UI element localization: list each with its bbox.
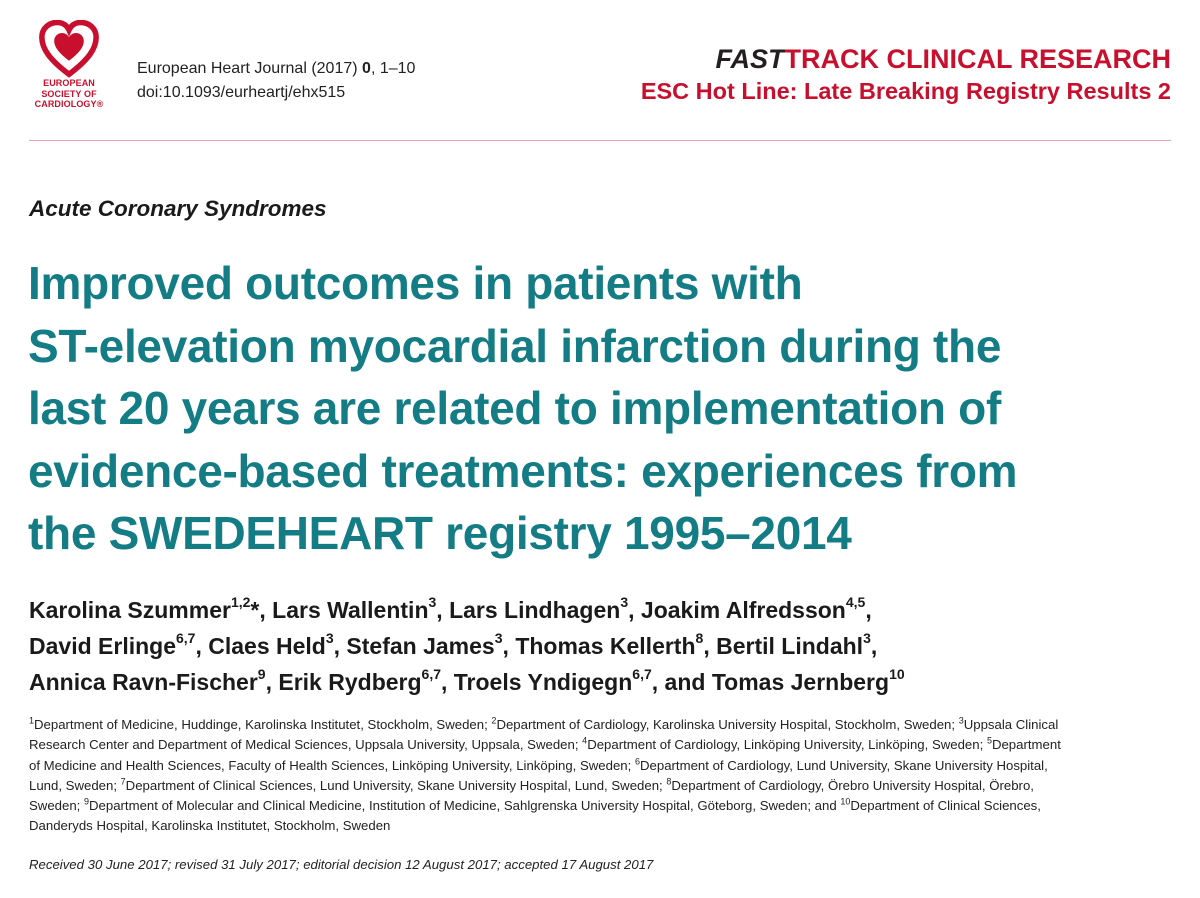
author-name: Bertil Lindahl <box>716 633 864 659</box>
title-line: the SWEDEHEART registry 1995–2014 <box>28 507 852 559</box>
affiliation-number: 9 <box>84 796 90 807</box>
affiliation-number: 2 <box>491 715 497 726</box>
author-affiliation-ref: 4,5 <box>845 594 866 611</box>
author-row <box>29 592 1179 628</box>
affiliation-text: Department of Clinical Sciences, <box>850 798 1041 814</box>
author-affiliation-ref: 3 <box>863 630 871 647</box>
affiliation-text: Department of Cardiology, Linköping University, Linköping, Sweden; <box>587 737 987 753</box>
author-row <box>29 628 1179 664</box>
affiliation-number: 1 <box>29 715 35 726</box>
affiliation-text: Uppsala Clinical <box>963 717 1059 732</box>
affiliation-text: Department <box>991 737 1061 753</box>
journal-line <box>137 57 415 81</box>
author-affiliation-ref: 9 <box>257 666 266 683</box>
track-rest: TRACK CLINICAL RESEARCH <box>784 44 1171 74</box>
author-separator: , <box>265 669 279 695</box>
article-title <box>28 252 1178 565</box>
fasttrack-header <box>641 42 1171 107</box>
author-affiliation-ref: 6,7 <box>632 666 652 683</box>
author-name: Claes Held <box>208 633 326 659</box>
affiliation-row <box>29 776 1179 796</box>
author-affiliation-ref: 1,2 <box>230 594 251 611</box>
affiliation-number: 8 <box>666 776 672 787</box>
affiliation-text: Department of Cardiology, Örebro University Hospital, Örebro, <box>671 777 1034 793</box>
title-line: ST-elevation myocardial infarction during the <box>28 319 1002 372</box>
author-name: Karolina Szummer <box>29 597 231 623</box>
affiliation-text: Department of Cardiology, Lund University, Skane University Hospital, <box>640 757 1048 773</box>
journal-citation <box>137 57 415 105</box>
author-separator: , <box>441 669 454 695</box>
author-separator: , <box>195 633 209 659</box>
logo-wordmark: EUROPEAN SOCIETY OF CARDIOLOGY® <box>34 78 104 109</box>
affiliation-number: 4 <box>582 735 588 746</box>
affiliation-row <box>29 816 1179 836</box>
author-name: David Erlinge <box>29 633 176 659</box>
author-row <box>29 664 1179 700</box>
author-separator: , <box>703 633 717 659</box>
author-separator: , <box>502 633 516 659</box>
affiliation-text: Sweden; <box>29 798 84 814</box>
affiliation-text: Research Center and Department of Medical Sciences, Uppsala University, Uppsala, Sweden; <box>29 737 583 753</box>
affiliation-text: Department of Clinical Sciences, Lund University, Skane University Hospital, Lund, Sweden; <box>125 777 667 793</box>
section-heading: Acute Coronary Syndromes <box>29 196 327 221</box>
affiliation-number: 5 <box>986 735 992 746</box>
author-separator: , <box>865 597 872 623</box>
author-affiliation-ref: 3 <box>494 630 503 647</box>
received-dates: Received 30 June 2017; revised 31 July 2017; editorial decision 12 August 2017; accepted 17 August 2017 <box>29 857 654 872</box>
affiliation-number: 3 <box>958 715 964 726</box>
author-name: Annica Ravn-Fischer <box>29 669 258 695</box>
author-name: Stefan James <box>346 633 495 659</box>
title-line: Improved outcomes in patients with <box>28 257 803 309</box>
author-separator: , and <box>651 669 712 695</box>
author-separator: , <box>436 597 450 623</box>
author-name: Troels Yndigegn <box>453 669 633 695</box>
author-affiliation-ref: 8 <box>695 630 704 647</box>
affiliation-text: of Medicine and Health Sciences, Faculty of Health Sciences, Linköping University, Linköping, Sweden; <box>29 757 635 773</box>
affiliation-row <box>29 715 1179 735</box>
affiliation-text: Department of Medicine, Huddinge, Karolinska Institutet, Stockholm, Sweden; <box>34 717 492 732</box>
author-affiliation-ref: 6,7 <box>175 630 196 647</box>
title-line: evidence-based treatments: experiences from <box>28 444 1018 497</box>
author-name: Thomas Kellerth <box>515 633 696 659</box>
heart-icon <box>38 20 100 78</box>
author-affiliation-ref: 10 <box>889 666 905 683</box>
affiliation-text: Lund, Sweden; <box>29 777 121 793</box>
author-affiliation-ref: 3 <box>620 594 629 611</box>
author-separator: , <box>628 597 641 623</box>
author-name: Lars Wallentin <box>272 597 429 623</box>
affiliation-row <box>29 735 1179 755</box>
journal-pages: , 1–10 <box>370 60 416 77</box>
author-separator: , <box>333 633 347 659</box>
affiliation-number: 10 <box>840 796 851 807</box>
affiliation-number: 6 <box>634 756 640 767</box>
author-separator: *, <box>250 597 273 623</box>
affiliation-text: Department of Cardiology, Karolinska University Hospital, Stockholm, Sweden; <box>496 717 959 732</box>
author-affiliation-ref: 3 <box>325 630 334 647</box>
author-affiliation-ref: 6,7 <box>421 666 441 683</box>
esc-logo <box>26 20 112 124</box>
author-name: Tomas Jernberg <box>711 669 890 695</box>
journal-name: European Heart Journal (2017) <box>137 60 358 77</box>
author-name: Joakim Alfredsson <box>640 597 846 623</box>
track-label <box>641 42 1171 76</box>
title-line: last 20 years are related to implementation of <box>28 382 1001 434</box>
doi: doi:10.1093/eurheartj/ehx515 <box>137 84 346 101</box>
author-name: Erik Rydberg <box>278 669 422 695</box>
author-separator: , <box>870 633 878 659</box>
author-affiliation-ref: 3 <box>428 594 437 611</box>
track-fast: FAST <box>715 44 785 74</box>
track-subtitle: ESC Hot Line: Late Breaking Registry Results 2 <box>640 78 1171 104</box>
author-list <box>29 592 1179 700</box>
journal-volume: 0 <box>362 60 371 77</box>
affiliation-text: Department of Molecular and Clinical Medicine, Institution of Medicine, Sahlgrenska University Hospital, Göteborg, Sweden; and <box>89 798 841 814</box>
header-divider <box>29 140 1171 141</box>
affiliation-row <box>29 796 1179 816</box>
affiliations <box>29 715 1179 837</box>
affiliation-text: Danderyds Hospital, Karolinska Institutet, Stockholm, Sweden <box>29 818 391 834</box>
author-name: Lars Lindhagen <box>449 597 621 623</box>
affiliation-number: 7 <box>120 776 126 787</box>
affiliation-row <box>29 756 1179 776</box>
